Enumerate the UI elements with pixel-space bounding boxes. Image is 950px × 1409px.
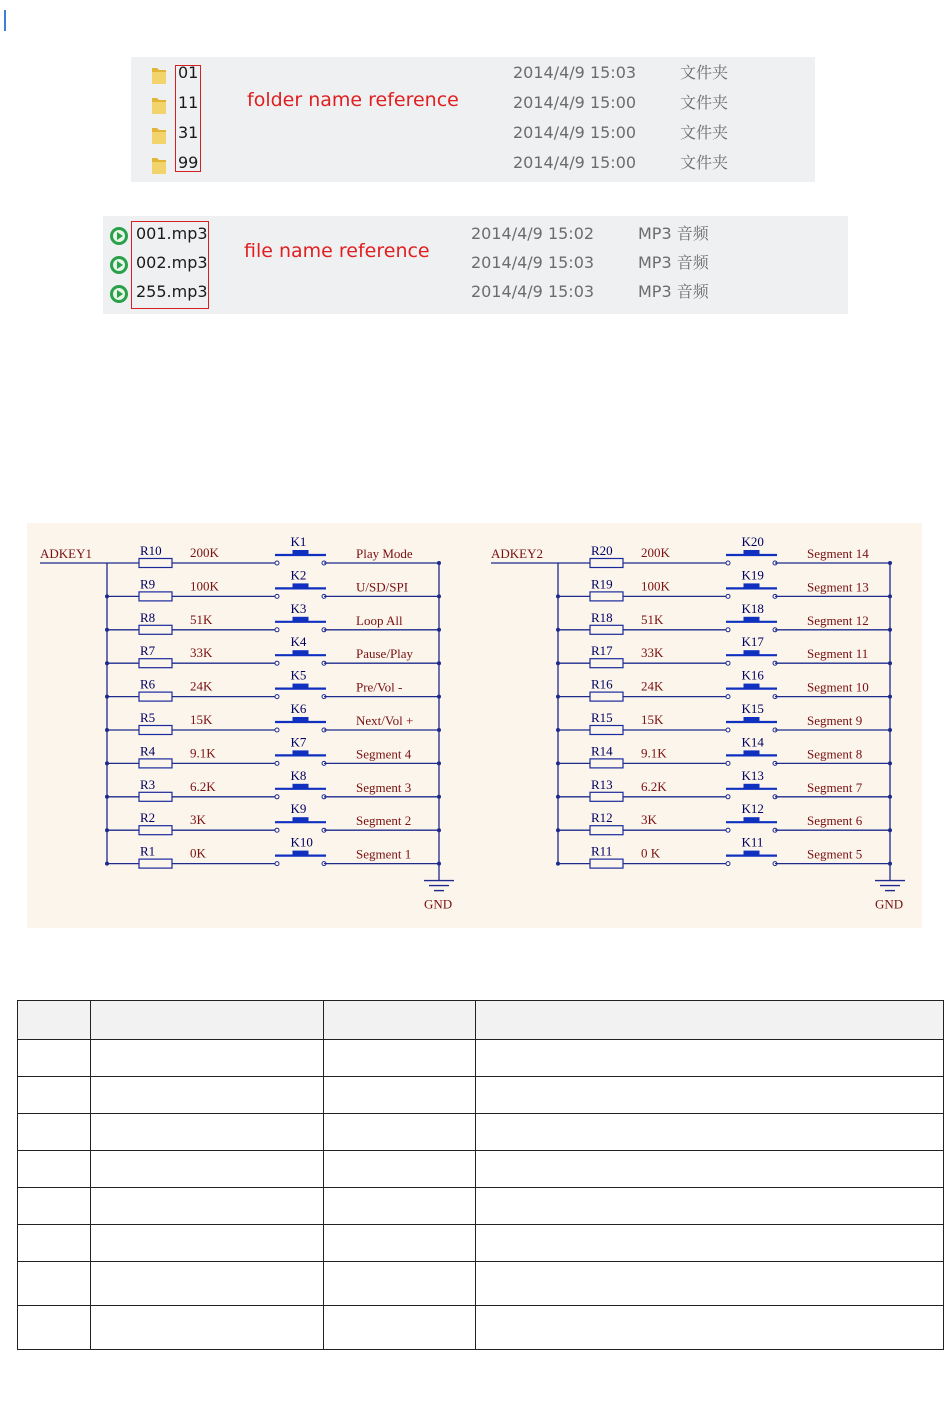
table-cell: [18, 1306, 91, 1350]
function-label: Segment 14: [807, 546, 869, 561]
switch-label: K18: [741, 600, 764, 616]
table-cell: [91, 1151, 324, 1188]
junction-dot: [888, 761, 892, 765]
table-cell: [476, 1001, 944, 1040]
table-cell: [476, 1077, 944, 1114]
folder-icon: [151, 155, 167, 175]
switch-label: K4: [290, 634, 307, 650]
switch-pin: [726, 862, 730, 866]
mp3-file-icon: [109, 284, 129, 304]
empty-table: [17, 1000, 944, 1350]
switch-pin: [275, 761, 279, 765]
switch-label: K5: [290, 667, 307, 683]
function-label: Segment 12: [807, 612, 869, 628]
switch-cap: [744, 784, 760, 789]
switch-label: K14: [741, 734, 764, 750]
switch-cap: [293, 717, 309, 722]
resistor-label: R15: [591, 710, 613, 725]
resistor: [590, 692, 623, 701]
file-row[interactable]: [103, 224, 848, 253]
resistor-value: 0 K: [641, 845, 661, 861]
table-row: [18, 1188, 944, 1225]
table-cell: [324, 1262, 476, 1306]
folder-icon: [151, 65, 167, 85]
switch-pin: [726, 561, 730, 565]
table-cell: [476, 1114, 944, 1151]
resistor-label: R20: [591, 543, 613, 558]
resistor-value: 9.1K: [190, 745, 216, 761]
table-cell: [324, 1306, 476, 1350]
resistor-value: 51K: [641, 611, 664, 627]
junction-dot: [437, 594, 441, 598]
table-cell: [18, 1225, 91, 1262]
file-name-highlight: [131, 221, 209, 309]
switch-pin: [275, 594, 279, 598]
resistor-label: R13: [591, 776, 613, 792]
resistor-label: R4: [140, 743, 156, 759]
resistor: [590, 659, 623, 668]
function-label: Segment 4: [356, 746, 412, 762]
switch-label: K12: [741, 801, 764, 817]
function-label: Loop All: [356, 612, 403, 628]
folder-name: 01: [178, 63, 199, 82]
switch-pin: [726, 795, 730, 799]
resistor-value: 24K: [190, 678, 213, 694]
resistor-value: 33K: [190, 645, 213, 661]
table-cell: [91, 1001, 324, 1040]
resistor: [590, 559, 623, 568]
switch-label: K11: [741, 834, 764, 850]
schematic-drawing: [27, 523, 922, 928]
mp3-file-icon: [109, 226, 129, 246]
switch-cap: [293, 684, 309, 689]
switch-cap: [744, 617, 760, 622]
resistor: [139, 692, 172, 701]
function-label: U/SD/SPI: [356, 579, 409, 595]
folder-name: 99: [178, 153, 199, 172]
function-label: Segment 3: [356, 779, 412, 795]
resistor: [139, 726, 172, 735]
switch-pin: [726, 594, 730, 598]
table-row: [18, 1077, 944, 1114]
table-cell: [476, 1262, 944, 1306]
file-row[interactable]: [103, 253, 848, 282]
switch-label: K6: [290, 701, 307, 716]
switch-cap: [744, 550, 760, 555]
switch-label: K10: [290, 834, 313, 850]
junction-dot: [888, 695, 892, 699]
folder-name-highlight: [175, 65, 201, 172]
gnd-label: GND: [424, 896, 453, 912]
resistor-label: R17: [591, 643, 613, 659]
switch-pin: [275, 828, 279, 832]
folder-row[interactable]: [131, 63, 815, 92]
junction-dot: [437, 628, 441, 632]
switch-label: K13: [741, 767, 764, 783]
switch-pin: [275, 661, 279, 665]
table-cell: [18, 1188, 91, 1225]
resistor: [590, 792, 623, 801]
file-type: MP3 音频: [638, 224, 709, 243]
table-cell: [91, 1225, 324, 1262]
switch-label: K1: [290, 534, 307, 549]
switch-cap: [293, 784, 309, 789]
table-row: [18, 1262, 944, 1306]
switch-label: K8: [290, 767, 307, 783]
junction-dot: [437, 728, 441, 732]
resistor: [590, 859, 623, 868]
table-row: [18, 1306, 944, 1350]
file-date: 2014/4/9 15:03: [471, 253, 595, 272]
mp3-file-icon: [109, 255, 129, 275]
resistor: [139, 859, 172, 868]
switch-cap: [744, 717, 760, 722]
resistor: [139, 592, 172, 601]
resistor-value: 200K: [641, 545, 670, 560]
resistor-label: R3: [140, 776, 156, 792]
junction-dot: [888, 661, 892, 665]
table-cell: [91, 1077, 324, 1114]
switch-label: K7: [290, 734, 307, 750]
function-label: Segment 7: [807, 779, 863, 795]
folder-type: 文件夹: [680, 63, 729, 82]
resistor-label: R5: [140, 710, 156, 725]
switch-label: K2: [290, 567, 307, 583]
table-cell: [91, 1188, 324, 1225]
resistor-value: 100K: [641, 578, 670, 594]
table-cell: [91, 1114, 324, 1151]
table-cell: [18, 1040, 91, 1077]
junction-dot: [888, 594, 892, 598]
table-cell: [324, 1040, 476, 1077]
folder-type: 文件夹: [680, 153, 729, 172]
folder-icon: [151, 95, 167, 115]
resistor-label: R16: [591, 676, 613, 692]
resistor: [139, 659, 172, 668]
resistor-label: R9: [140, 576, 156, 592]
folder-listing: [131, 57, 815, 182]
resistor-label: R7: [140, 643, 156, 659]
switch-label: K20: [741, 534, 764, 549]
resistor-label: R11: [591, 843, 613, 859]
switch-pin: [726, 661, 730, 665]
resistor-label: R8: [140, 609, 156, 625]
switch-pin: [726, 695, 730, 699]
net-label: ADKEY2: [491, 546, 543, 561]
folder-date: 2014/4/9 15:00: [513, 153, 637, 172]
junction-dot: [437, 828, 441, 832]
file-name: 001.mp3: [136, 224, 208, 243]
table-cell: [476, 1225, 944, 1262]
switch-pin: [726, 761, 730, 765]
junction-dot: [437, 695, 441, 699]
resistor: [139, 759, 172, 768]
resistor-value: 15K: [190, 712, 213, 727]
table-cell: [324, 1001, 476, 1040]
function-label: Segment 9: [807, 713, 863, 728]
resistor: [139, 792, 172, 801]
function-label: Segment 11: [807, 646, 869, 662]
switch-cap: [744, 750, 760, 755]
table-cell: [18, 1114, 91, 1151]
resistor: [590, 759, 623, 768]
junction-dot: [437, 661, 441, 665]
function-label: Next/Vol +: [356, 713, 414, 728]
file-name-reference-label: file name reference: [244, 240, 430, 262]
gnd-label: GND: [875, 896, 904, 912]
junction-dot: [437, 761, 441, 765]
resistor-value: 9.1K: [641, 745, 667, 761]
table-cell: [476, 1306, 944, 1350]
junction-dot: [437, 862, 441, 866]
folder-name-reference-label: folder name reference: [247, 89, 459, 111]
resistor-label: R6: [140, 676, 156, 692]
switch-label: K16: [741, 667, 764, 683]
adkey-schematic: [27, 523, 922, 928]
table-cell: [18, 1001, 91, 1040]
folder-date: 2014/4/9 15:00: [513, 93, 637, 112]
switch-label: K15: [741, 701, 764, 716]
file-date: 2014/4/9 15:03: [471, 282, 595, 301]
switch-pin: [275, 561, 279, 565]
switch-cap: [744, 817, 760, 822]
table-row: [18, 1114, 944, 1151]
junction-dot: [437, 795, 441, 799]
file-row[interactable]: [103, 282, 848, 311]
switch-cap: [293, 750, 309, 755]
table-cell: [476, 1188, 944, 1225]
function-label: Segment 1: [356, 846, 412, 862]
resistor-value: 3K: [641, 812, 657, 828]
resistor-label: R18: [591, 609, 613, 625]
table-cell: [324, 1225, 476, 1262]
switch-label: K17: [741, 634, 764, 650]
resistor-value: 51K: [190, 611, 213, 627]
folder-row[interactable]: [131, 93, 815, 122]
resistor-value: 33K: [641, 645, 664, 661]
folder-name: 11: [178, 93, 199, 112]
switch-pin: [275, 728, 279, 732]
junction-dot: [888, 728, 892, 732]
table-header-row: [18, 1001, 944, 1040]
function-label: Pause/Play: [356, 646, 414, 662]
switch-cap: [293, 851, 309, 856]
resistor-value: 6.2K: [190, 778, 216, 794]
folder-date: 2014/4/9 15:03: [513, 63, 637, 82]
file-date: 2014/4/9 15:02: [471, 224, 595, 243]
switch-label: K9: [290, 801, 307, 817]
resistor-value: 6.2K: [641, 778, 667, 794]
function-label: Segment 10: [807, 679, 869, 695]
folder-icon: [151, 125, 167, 145]
table-cell: [91, 1040, 324, 1077]
table-row: [18, 1040, 944, 1077]
table-cell: [324, 1151, 476, 1188]
table-cell: [324, 1077, 476, 1114]
junction-dot: [888, 795, 892, 799]
junction-dot: [437, 561, 441, 565]
folder-date: 2014/4/9 15:00: [513, 123, 637, 142]
file-type: MP3 音频: [638, 282, 709, 301]
switch-cap: [744, 684, 760, 689]
switch-cap: [744, 583, 760, 588]
file-type: MP3 音频: [638, 253, 709, 272]
resistor: [139, 559, 172, 568]
table-cell: [476, 1151, 944, 1188]
junction-dot: [888, 628, 892, 632]
switch-cap: [293, 817, 309, 822]
table-cell: [91, 1306, 324, 1350]
resistor: [590, 826, 623, 835]
table-cell: [324, 1114, 476, 1151]
resistor: [139, 826, 172, 835]
resistor-label: R19: [591, 576, 613, 592]
resistor-label: R14: [591, 743, 613, 759]
function-label: Segment 13: [807, 579, 869, 595]
resistor: [590, 592, 623, 601]
function-label: Segment 8: [807, 746, 863, 762]
junction-dot: [888, 862, 892, 866]
junction-dot: [888, 561, 892, 565]
folder-row[interactable]: [131, 123, 815, 152]
table-cell: [324, 1188, 476, 1225]
resistor-value: 100K: [190, 578, 219, 594]
file-name: 255.mp3: [136, 282, 208, 301]
switch-pin: [726, 828, 730, 832]
function-label: Segment 5: [807, 846, 863, 862]
switch-cap: [744, 851, 760, 856]
resistor: [139, 625, 172, 634]
switch-cap: [744, 650, 760, 655]
switch-cap: [293, 550, 309, 555]
table-cell: [18, 1077, 91, 1114]
resistor: [590, 726, 623, 735]
folder-row[interactable]: [131, 153, 815, 182]
table-cell: [476, 1040, 944, 1077]
switch-pin: [275, 628, 279, 632]
switch-cap: [293, 650, 309, 655]
switch-cap: [293, 583, 309, 588]
switch-label: K3: [290, 600, 307, 616]
resistor-value: 24K: [641, 678, 664, 694]
switch-cap: [293, 617, 309, 622]
resistor-value: 3K: [190, 812, 206, 828]
switch-pin: [275, 695, 279, 699]
resistor-value: 200K: [190, 545, 219, 560]
folder-type: 文件夹: [680, 123, 729, 142]
resistor-label: R2: [140, 810, 156, 826]
function-label: Segment 2: [356, 813, 412, 829]
function-label: Play Mode: [356, 546, 413, 561]
table-cell: [18, 1151, 91, 1188]
resistor: [590, 625, 623, 634]
table-row: [18, 1151, 944, 1188]
resistor-value: 0K: [190, 845, 206, 861]
switch-pin: [726, 628, 730, 632]
folder-name: 31: [178, 123, 199, 142]
switch-pin: [275, 862, 279, 866]
text-cursor: [4, 10, 6, 31]
table-row: [18, 1225, 944, 1262]
resistor-label: R10: [140, 543, 162, 558]
function-label: Pre/Vol -: [356, 679, 403, 695]
resistor-label: R12: [591, 810, 613, 826]
net-label: ADKEY1: [40, 546, 92, 561]
switch-pin: [275, 795, 279, 799]
function-label: Segment 6: [807, 813, 863, 829]
junction-dot: [888, 828, 892, 832]
switch-pin: [726, 728, 730, 732]
switch-label: K19: [741, 567, 764, 583]
table-cell: [18, 1262, 91, 1306]
resistor-value: 15K: [641, 712, 664, 727]
folder-type: 文件夹: [680, 93, 729, 112]
resistor-label: R1: [140, 843, 156, 859]
table-cell: [91, 1262, 324, 1306]
file-listing: [103, 216, 848, 314]
file-name: 002.mp3: [136, 253, 208, 272]
